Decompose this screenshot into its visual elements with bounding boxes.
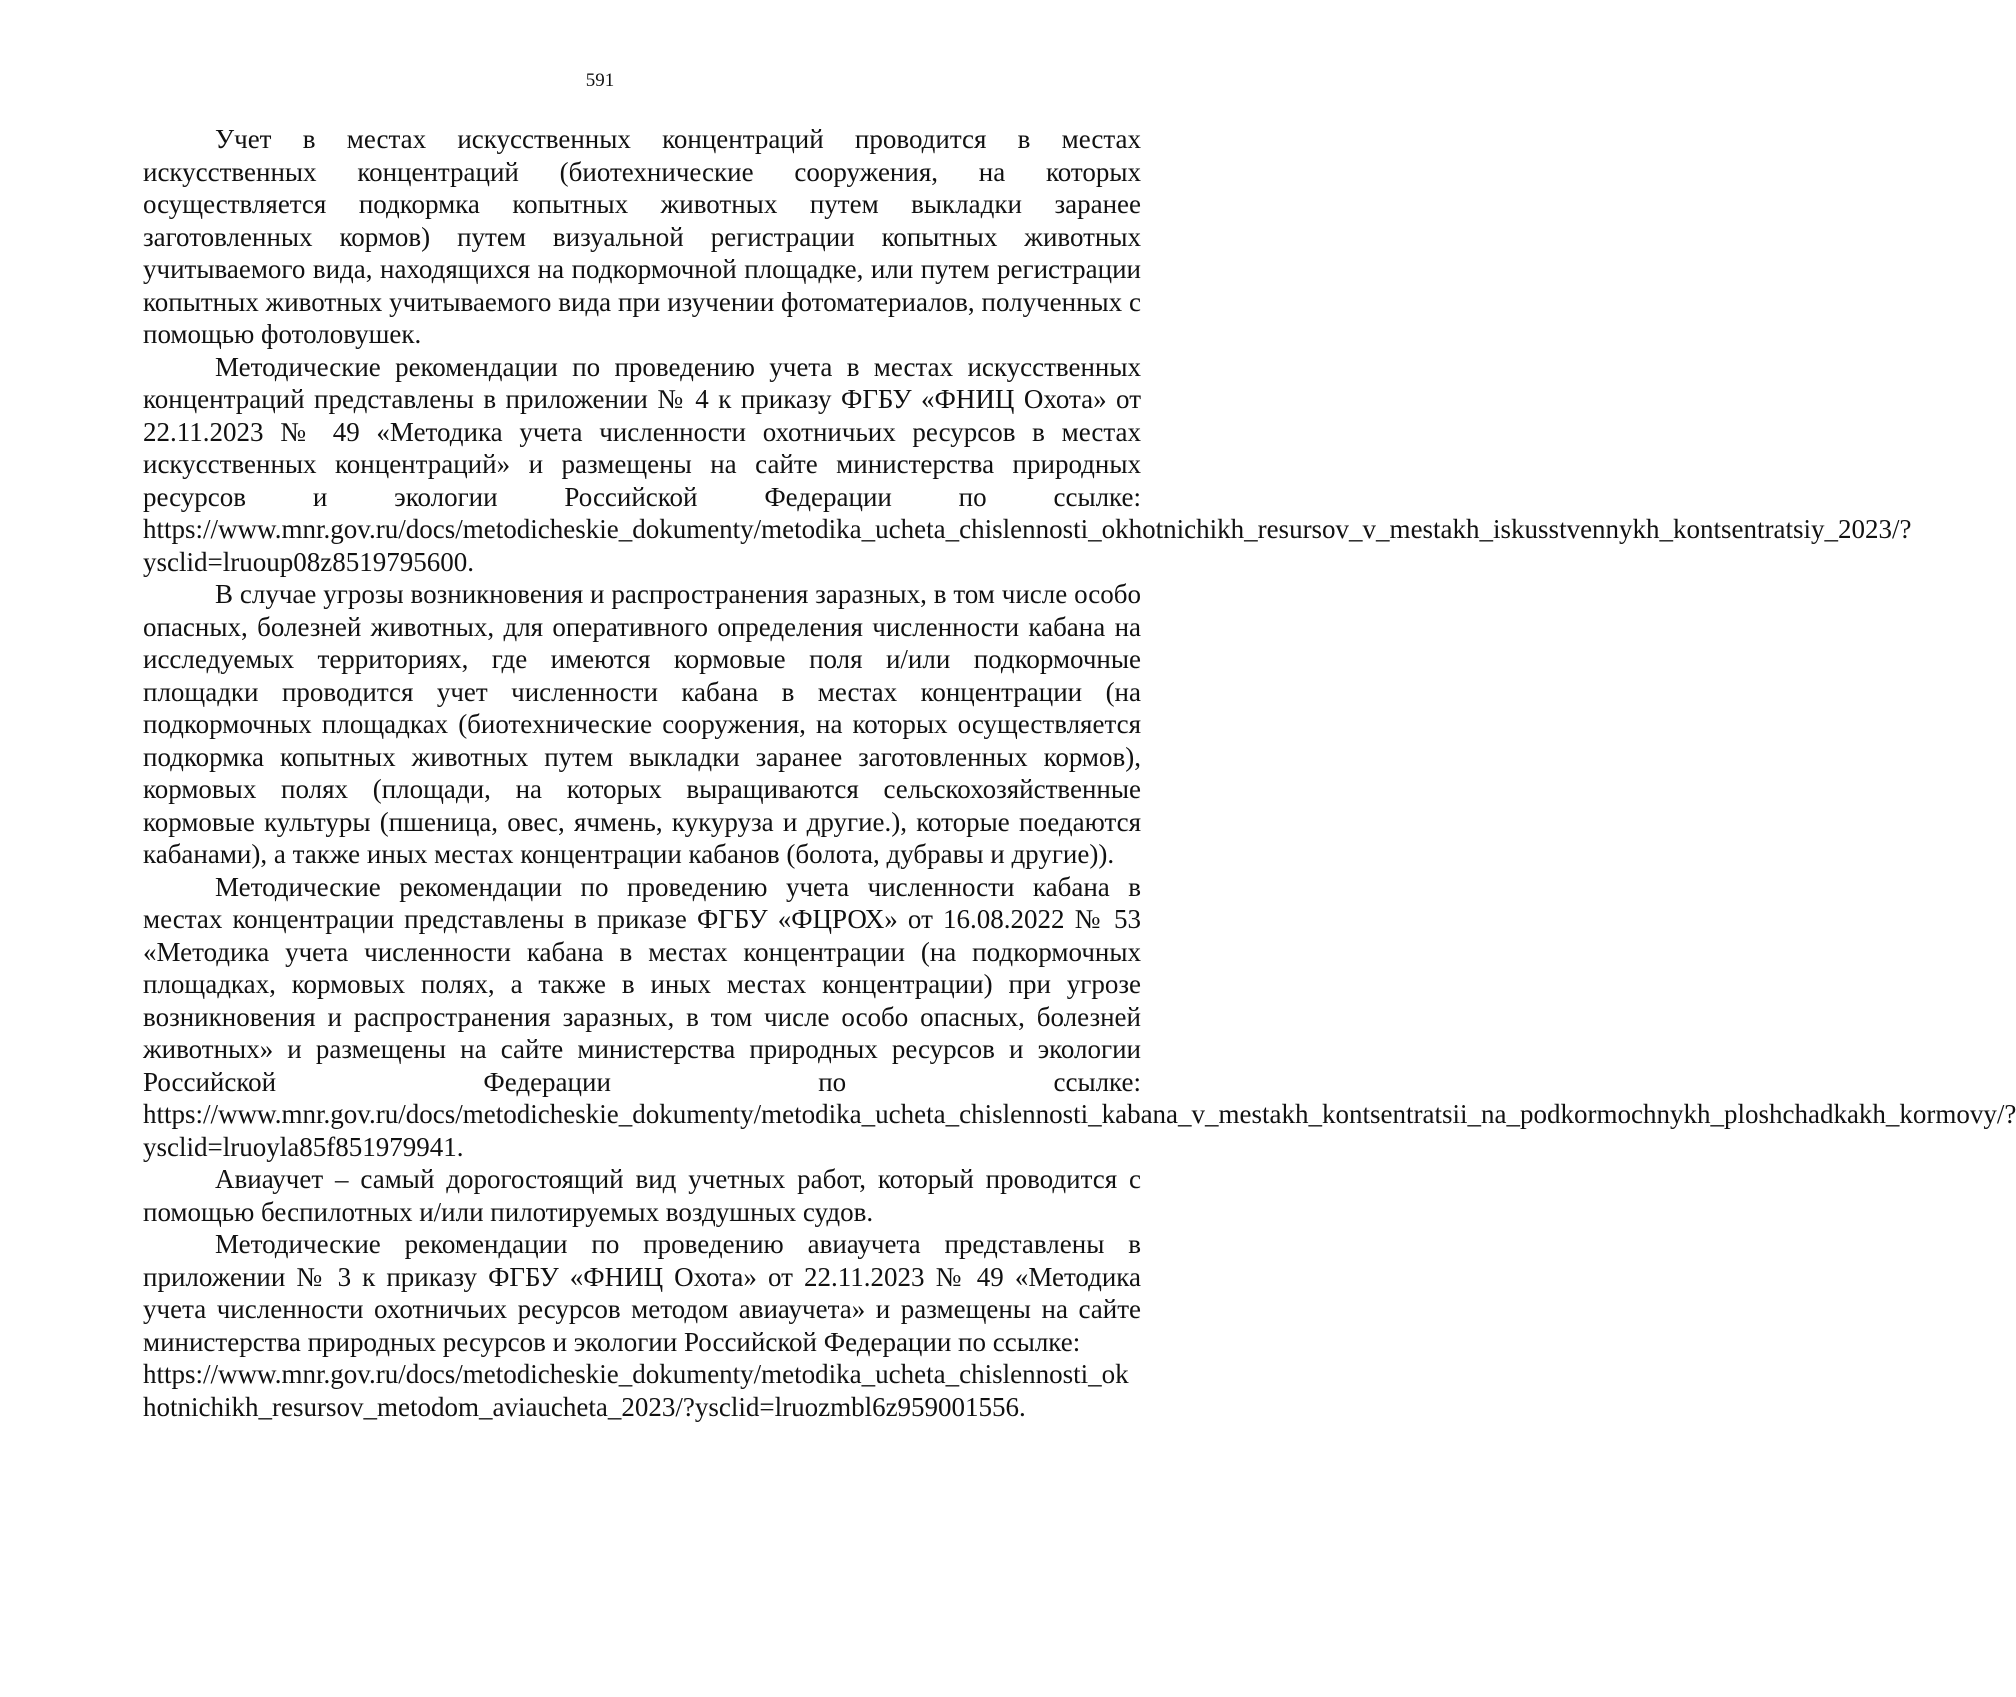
paragraph-methodology-aerial-survey — [143, 1228, 1141, 1358]
page-number: 591 — [585, 70, 615, 91]
paragraph-methodology-wild-boar — [143, 871, 2016, 1164]
paragraph-text: Учет в местах искусственных концентраций проводится в местах искусственных концентраций (биотехнические сооружения, на которых осуществляется подкормка копытных животных путем выкладки заранее заготовленных кормов) путем визуальной регистрации копытных животных учитываемого вида, находящихся на подкормочной площадке, или путем регистрации копытных животных учитываемого вида при изучении фотоматериалов, полученных с помощью фотоловушек. — [143, 124, 1141, 349]
paragraph-accounting-artificial-concentrations — [143, 123, 1141, 351]
document-body — [143, 123, 2016, 1423]
paragraph-text: Методические рекомендации по проведению учета в местах искусственных концентраций представлены в приложении № 4 к приказу ФГБУ «ФНИЦ Охота» от 22.11.2023 № 49 «Методика учета численности охотничьих ресурсов в местах искусственных концентраций» и размещены на сайте министерства природных ресурсов и экологии Российской Федерации по ссылке: — [143, 351, 1141, 512]
paragraph-text: В случае угрозы возникновения и распространения заразных, в том числе особо опасных, болезней животных, для оперативного определения численности кабана на исследуемых территориях, где имеются кормовые поля и/или подкормочные площадки проводится учет численности кабана в местах концентрации (на подкормочных площадках (биотехнические сооружения, на которых осуществляется подкормка копытных животных путем выкладки заранее заготовленных кормов), кормовых полях (площади, на которых выращиваются сельскохозяйственные кормовые культуры (пшеница, овес, ячмень, кукуруза и другие.), которые поедаются кабанами), а также иных местах концентрации кабанов (болота, дубравы и другие)). — [143, 579, 1141, 869]
paragraph-text: Методические рекомендации по проведению авиаучета представлены в приложении № 3 к приказу ФГБУ «ФНИЦ Охота» от 22.11.2023 № 49 «Методика учета численности охотничьих ресурсов методом авиаучета» и размещены на сайте министерства природных ресурсов и экологии Российской Федерации по ссылке: — [143, 1229, 1141, 1357]
paragraph-text: Методические рекомендации по проведению учета численности кабана в местах концентрации представлены в приказе ФГБУ «ФЦРОХ» от 16.08.2022 № 53 «Методика учета численности кабана в местах концентрации (на подкормочных площадках, кормовых полях, а также в иных местах концентрации) при угрозе возникновения и распространения заразных, в том числе особо опасных, болезней животных» и размещены на сайте министерства природных ресурсов и экологии Российской Федерации по ссылке: — [143, 871, 1141, 1097]
paragraph-aerial-survey — [143, 1163, 1141, 1228]
paragraph-text: Авиаучет – самый дорогостоящий вид учетных работ, который проводится с помощью беспилотных и/или пилотируемых воздушных судов. — [143, 1164, 1141, 1227]
document-link-block — [143, 1358, 1141, 1423]
document-link[interactable]: https://www.mnr.gov.ru/docs/metodicheskie_dokumenty/metodika_ucheta_chislennosti_okhotnichikh_resursov_v_mestakh_iskusstvennykh_kontsentratsiy_2023/?ysclid=lruoup08z8519795600. — [143, 514, 1912, 577]
paragraph-methodology-artificial-concentrations — [143, 351, 1912, 579]
paragraph-wild-boar-disease-threat — [143, 578, 1141, 871]
document-link[interactable]: https://www.mnr.gov.ru/docs/metodicheskie_dokumenty/metodika_ucheta_chislennosti_okhotnichikh_resursov_metodom_aviaucheta_2023/?ysclid=lruozmbl6z959001556. — [143, 1359, 1129, 1422]
document-link[interactable]: https://www.mnr.gov.ru/docs/metodicheskie_dokumenty/metodika_ucheta_chislennosti_kabana_v_mestakh_kontsentratsii_na_podkormochnykh_ploshchadkakh_kormovy/?ysclid=lruoyla85f851979941. — [143, 1099, 2016, 1162]
